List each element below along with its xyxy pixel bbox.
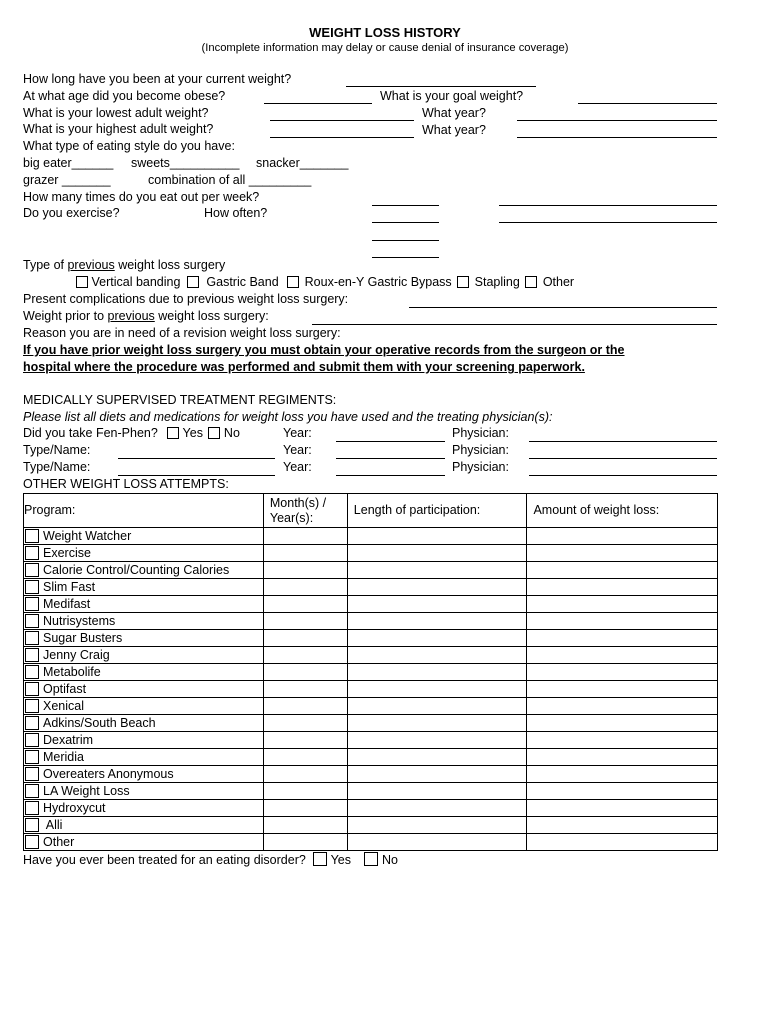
amount-cell[interactable] xyxy=(527,834,718,851)
length-cell[interactable] xyxy=(347,664,527,681)
program-label: Slim Fast xyxy=(43,579,96,594)
year-field-2[interactable] xyxy=(336,475,445,476)
months-years-cell[interactable] xyxy=(263,834,347,851)
length-cell[interactable] xyxy=(347,613,527,630)
program-cell xyxy=(24,681,264,698)
stapling-checkbox[interactable] xyxy=(457,276,469,288)
highest-year-field[interactable] xyxy=(517,137,717,138)
length-cell[interactable] xyxy=(347,647,527,664)
amount-cell[interactable] xyxy=(527,528,718,545)
table-row xyxy=(24,596,718,613)
amount-cell[interactable] xyxy=(527,749,718,766)
eating-disorder-yes-label: Yes xyxy=(330,853,351,867)
amount-column-header: Amount of weight loss: xyxy=(527,494,718,528)
months-years-cell[interactable] xyxy=(263,681,347,698)
complications-field[interactable] xyxy=(409,307,717,308)
months-years-cell[interactable] xyxy=(263,783,347,800)
type-name-field-1[interactable] xyxy=(118,458,275,459)
program-cell xyxy=(24,834,264,851)
months-years-cell[interactable] xyxy=(263,715,347,732)
program-cell xyxy=(24,596,264,613)
program-cell xyxy=(24,698,264,715)
lowest-year-field[interactable] xyxy=(517,120,717,121)
goal-weight-label: What is your goal weight? xyxy=(380,89,524,103)
current-weight-label: How long have you been at your current weight? xyxy=(23,72,292,86)
program-label: Xenical xyxy=(43,698,84,713)
physician-label-1: Physician: xyxy=(452,443,509,457)
amount-cell[interactable] xyxy=(527,783,718,800)
gastric-band-label: Gastric Band xyxy=(206,275,279,289)
table-row xyxy=(24,698,718,715)
obese-age-label: At what age did you become obese? xyxy=(23,89,226,103)
program-label: Metabolife xyxy=(43,664,101,679)
surgery-options xyxy=(76,275,574,290)
type-name-field-2[interactable] xyxy=(118,475,275,476)
table-row xyxy=(24,545,718,562)
program-cell xyxy=(24,545,264,562)
obese-age-field[interactable] xyxy=(264,103,372,104)
length-cell[interactable] xyxy=(347,749,527,766)
how-often-field[interactable] xyxy=(499,222,717,223)
length-cell[interactable] xyxy=(347,579,527,596)
months-years-cell[interactable] xyxy=(263,749,347,766)
length-cell[interactable] xyxy=(347,630,527,647)
eat-out-label: How many times do you eat out per week? xyxy=(23,190,260,204)
exercise-label: Do you exercise? xyxy=(23,206,120,220)
fenphen-physician-field[interactable] xyxy=(529,441,717,442)
length-cell[interactable] xyxy=(347,528,527,545)
program-checkbox[interactable] xyxy=(25,546,39,560)
roux-en-y-label: Roux-en-Y Gastric Bypass xyxy=(304,275,452,289)
amount-cell[interactable] xyxy=(527,698,718,715)
highest-year-label: What year? xyxy=(422,123,486,137)
big-eater-option[interactable]: big eater______ xyxy=(23,156,114,170)
months-years-cell[interactable] xyxy=(263,613,347,630)
amount-cell[interactable] xyxy=(527,715,718,732)
length-cell[interactable] xyxy=(347,817,527,834)
program-label: LA Weight Loss xyxy=(43,783,130,798)
program-cell xyxy=(24,800,264,817)
months-years-cell[interactable] xyxy=(263,596,347,613)
length-cell[interactable] xyxy=(347,766,527,783)
length-cell[interactable] xyxy=(347,834,527,851)
table-row xyxy=(24,647,718,664)
program-cell xyxy=(24,613,264,630)
fenphen-no-label: No xyxy=(223,426,240,440)
amount-cell[interactable] xyxy=(527,681,718,698)
complications-label: Present complications due to previous weight loss surgery: xyxy=(23,292,349,306)
how-often-label: How often? xyxy=(204,206,268,220)
amount-cell[interactable] xyxy=(527,647,718,664)
eating-disorder-label: Have you ever been treated for an eating disorder? xyxy=(23,853,306,867)
goal-weight-field[interactable] xyxy=(578,103,717,104)
length-cell[interactable] xyxy=(347,545,527,562)
page-subtitle: (Incomplete information may delay or cause denial of insurance coverage) xyxy=(201,42,569,54)
program-checkbox[interactable] xyxy=(25,682,39,696)
program-label: Calorie Control/Counting Calories xyxy=(43,562,230,577)
amount-cell[interactable] xyxy=(527,766,718,783)
table-row xyxy=(24,834,718,851)
amount-cell[interactable] xyxy=(527,732,718,749)
months-years-cell[interactable] xyxy=(263,579,347,596)
other-surgery-label: Other xyxy=(542,275,575,289)
program-label: Jenny Craig xyxy=(43,647,110,662)
eating-disorder-no-label: No xyxy=(381,853,398,867)
program-checkbox[interactable] xyxy=(25,784,39,798)
program-checkbox[interactable] xyxy=(25,614,39,628)
program-checkbox[interactable] xyxy=(25,699,39,713)
program-cell xyxy=(24,715,264,732)
program-checkbox[interactable] xyxy=(25,563,39,577)
exercise-extra-field-1[interactable] xyxy=(372,240,439,241)
length-cell[interactable] xyxy=(347,596,527,613)
table-row xyxy=(24,800,718,817)
lowest-weight-label: What is your lowest adult weight? xyxy=(23,106,209,120)
amount-cell[interactable] xyxy=(527,562,718,579)
operative-records-notice-1: If you have prior weight loss surgery you must obtain your operative records from the surgeon or the xyxy=(23,343,625,357)
program-cell xyxy=(24,630,264,647)
program-cell xyxy=(24,783,264,800)
program-label: Other xyxy=(43,834,75,849)
amount-cell[interactable] xyxy=(527,596,718,613)
amount-cell[interactable] xyxy=(527,579,718,596)
program-cell xyxy=(24,647,264,664)
amount-cell[interactable] xyxy=(527,630,718,647)
program-checkbox[interactable] xyxy=(25,818,39,832)
lowest-weight-field[interactable] xyxy=(270,120,414,121)
highest-weight-label: What is your highest adult weight? xyxy=(23,122,214,136)
program-label: Overeaters Anonymous xyxy=(43,766,174,781)
program-cell xyxy=(24,664,264,681)
months-years-cell[interactable] xyxy=(263,647,347,664)
program-checkbox[interactable] xyxy=(25,648,39,662)
program-checkbox[interactable] xyxy=(25,716,39,730)
vertical-banding-checkbox[interactable] xyxy=(76,276,88,288)
table-header-row xyxy=(24,494,718,528)
months-years-cell[interactable] xyxy=(263,545,347,562)
table-row xyxy=(24,715,718,732)
table-row xyxy=(24,630,718,647)
fenphen-row xyxy=(23,426,240,441)
sweets-option[interactable]: sweets__________ xyxy=(131,156,240,170)
months-years-cell[interactable] xyxy=(263,817,347,834)
program-cell xyxy=(24,749,264,766)
program-checkbox[interactable] xyxy=(25,767,39,781)
program-column-header: Program: xyxy=(24,494,264,528)
months-years-cell[interactable] xyxy=(263,630,347,647)
year-label-2: Year: xyxy=(283,460,312,474)
table-row xyxy=(24,579,718,596)
length-cell[interactable] xyxy=(347,715,527,732)
operative-records-notice-2: hospital where the procedure was performed and submit them with your screening paperwork. xyxy=(23,360,585,374)
length-cell[interactable] xyxy=(347,732,527,749)
program-checkbox[interactable] xyxy=(25,750,39,764)
weight-prior-field[interactable] xyxy=(312,324,717,325)
fenphen-yes-label: Yes xyxy=(182,426,203,440)
program-label: Medifast xyxy=(43,596,91,611)
program-label: Optifast xyxy=(43,681,87,696)
amount-cell[interactable] xyxy=(527,800,718,817)
year-field-1[interactable] xyxy=(336,458,445,459)
program-cell xyxy=(24,766,264,783)
grazer-option[interactable]: grazer _______ xyxy=(23,173,111,187)
length-column-header: Length of participation: xyxy=(347,494,527,528)
physician-field-2[interactable] xyxy=(529,475,717,476)
length-cell[interactable] xyxy=(347,681,527,698)
attempts-table xyxy=(23,493,718,851)
program-cell xyxy=(24,732,264,749)
program-rows xyxy=(24,528,718,851)
surgery-type-label: Type of previous weight loss surgery xyxy=(23,258,226,272)
highest-weight-field[interactable] xyxy=(270,137,414,138)
months-years-cell[interactable] xyxy=(263,664,347,681)
program-checkbox[interactable] xyxy=(25,580,39,594)
weight-prior-label: Weight prior to previous weight loss surgery: xyxy=(23,309,269,323)
table-row xyxy=(24,528,718,545)
program-cell xyxy=(24,817,264,834)
program-checkbox[interactable] xyxy=(25,665,39,679)
program-label: Adkins/South Beach xyxy=(43,715,156,730)
program-label: Meridia xyxy=(43,749,84,764)
gastric-band-checkbox[interactable] xyxy=(187,276,199,288)
program-cell xyxy=(24,528,264,545)
eat-out-detail-field[interactable] xyxy=(499,205,717,206)
program-cell xyxy=(24,579,264,596)
months-years-cell[interactable] xyxy=(263,766,347,783)
table-row xyxy=(24,749,718,766)
months-years-cell[interactable] xyxy=(263,800,347,817)
table-row xyxy=(24,783,718,800)
fenphen-year-label: Year: xyxy=(283,426,312,440)
revision-reason-label: Reason you are in need of a revision weight loss surgery: xyxy=(23,326,341,340)
length-cell[interactable] xyxy=(347,698,527,715)
eating-style-label: What type of eating style do you have: xyxy=(23,139,235,153)
program-label: Weight Watcher xyxy=(43,528,132,543)
program-label: Exercise xyxy=(43,545,91,560)
stapling-label: Stapling xyxy=(474,275,520,289)
length-cell[interactable] xyxy=(347,800,527,817)
medical-heading: MEDICALLY SUPERVISED TREATMENT REGIMENTS: xyxy=(23,393,337,407)
program-checkbox[interactable] xyxy=(25,529,39,543)
attempts-heading: OTHER WEIGHT LOSS ATTEMPTS: xyxy=(23,477,229,491)
page-title: WEIGHT LOSS HISTORY xyxy=(309,25,461,40)
fenphen-label: Did you take Fen-Phen? xyxy=(23,426,158,440)
length-cell[interactable] xyxy=(347,562,527,579)
fenphen-physician-label: Physician: xyxy=(452,426,509,440)
year-label-1: Year: xyxy=(283,443,312,457)
amount-cell[interactable] xyxy=(527,817,718,834)
fenphen-yes-checkbox[interactable] xyxy=(167,427,179,439)
amount-cell[interactable] xyxy=(527,545,718,562)
months-years-cell[interactable] xyxy=(263,698,347,715)
table-row xyxy=(24,562,718,579)
exercise-field[interactable] xyxy=(372,222,439,223)
table-row xyxy=(24,732,718,749)
months-years-cell[interactable] xyxy=(263,562,347,579)
physician-field-1[interactable] xyxy=(529,458,717,459)
physician-label-2: Physician: xyxy=(452,460,509,474)
vertical-banding-label: Vertical banding xyxy=(91,275,181,289)
amount-cell[interactable] xyxy=(527,664,718,681)
program-label: Dexatrim xyxy=(43,732,94,747)
table-row xyxy=(24,766,718,783)
table-row xyxy=(24,681,718,698)
exercise-extra-field-2[interactable] xyxy=(372,257,439,258)
eating-disorder-no-checkbox[interactable] xyxy=(364,852,378,866)
type-name-label-1: Type/Name: xyxy=(23,443,91,457)
eat-out-field[interactable] xyxy=(372,205,439,206)
type-name-label-2: Type/Name: xyxy=(23,460,91,474)
program-checkbox[interactable] xyxy=(25,801,39,815)
table-row xyxy=(24,613,718,630)
current-weight-field[interactable] xyxy=(346,86,536,87)
lowest-year-label: What year? xyxy=(422,106,486,120)
program-checkbox[interactable] xyxy=(25,835,39,849)
program-checkbox[interactable] xyxy=(25,733,39,747)
program-label: Hydroxycut xyxy=(43,800,106,815)
fenphen-no-checkbox[interactable] xyxy=(208,427,220,439)
amount-cell[interactable] xyxy=(527,613,718,630)
roux-en-y-checkbox[interactable] xyxy=(287,276,299,288)
table-row xyxy=(24,664,718,681)
program-label: Alli xyxy=(43,817,63,832)
snacker-option[interactable]: snacker_______ xyxy=(256,156,349,170)
program-cell xyxy=(24,562,264,579)
other-surgery-checkbox[interactable] xyxy=(525,276,537,288)
length-cell[interactable] xyxy=(347,783,527,800)
medical-instructions: Please list all diets and medications for weight loss you have used and the treating physician(s): xyxy=(23,410,553,424)
program-checkbox[interactable] xyxy=(25,597,39,611)
eating-disorder-row xyxy=(23,852,398,868)
months-years-cell[interactable] xyxy=(263,732,347,749)
program-label: Nutrisystems xyxy=(43,613,116,628)
table-row xyxy=(24,817,718,834)
fenphen-year-field[interactable] xyxy=(336,441,445,442)
program-checkbox[interactable] xyxy=(25,631,39,645)
months-years-column-header: Month(s) / Year(s): xyxy=(263,494,347,528)
program-label: Sugar Busters xyxy=(43,630,123,645)
combination-option[interactable]: combination of all _________ xyxy=(148,173,312,187)
eating-disorder-yes-checkbox[interactable] xyxy=(313,852,327,866)
months-years-cell[interactable] xyxy=(263,528,347,545)
